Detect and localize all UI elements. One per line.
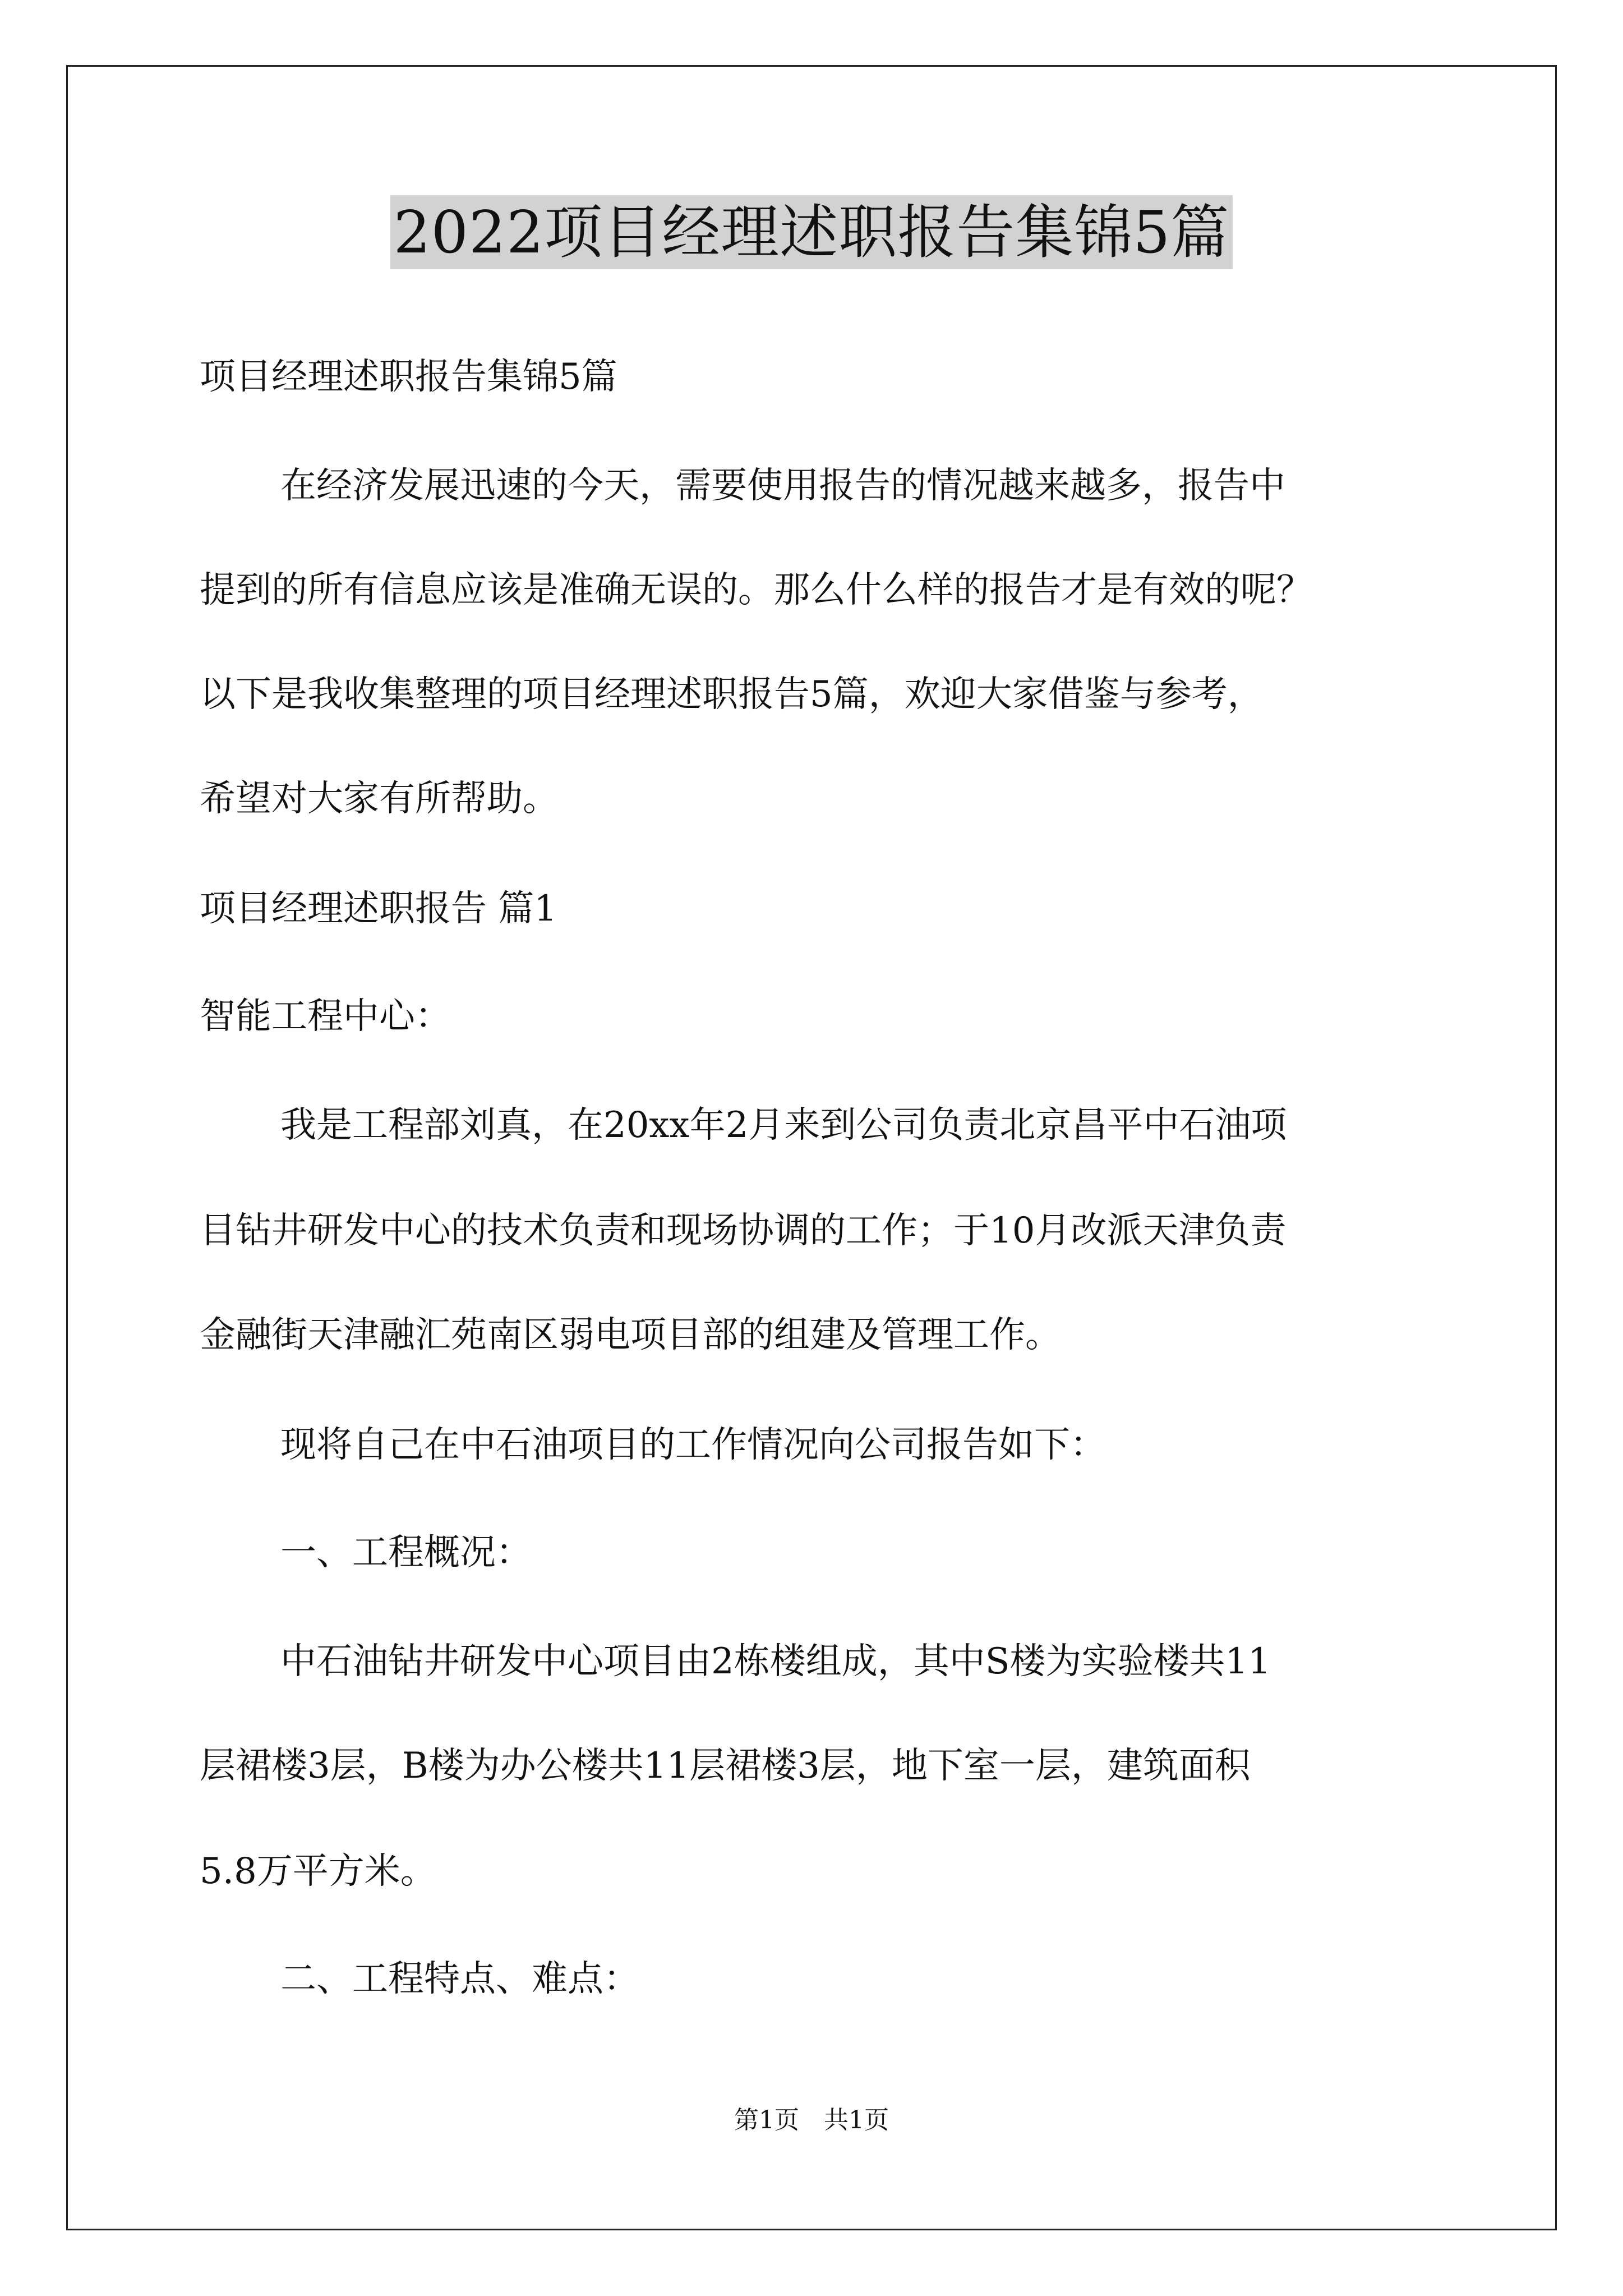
document-title: 2022项目经理述职报告集锦5篇	[390, 195, 1233, 269]
paragraph-line: 以下是我收集整理的项目经理述职报告5篇，欢迎大家借鉴与参考，	[200, 674, 1264, 715]
paragraph-line: 提到的所有信息应该是准确无误的。那么什么样的报告才是有效的呢？	[200, 569, 1312, 611]
paragraph-line: 金融街天津融汇苑南区弱电项目部的组建及管理工作。	[200, 1314, 1061, 1356]
paragraph-line: 我是工程部刘真，在20xx年2月来到公司负责北京昌平中石油项	[280, 1105, 1287, 1146]
paragraph-line: 中石油钻井研发中心项目由2栋楼组成，其中S楼为实验楼共11	[280, 1641, 1271, 1682]
paragraph-line: 目钻井研发中心的技术负责和现场协调的工作；于10月改派天津负责	[200, 1210, 1287, 1251]
paragraph-line: 层裙楼3层，B楼为办公楼共11层裙楼3层，地下室一层，建筑面积	[200, 1745, 1251, 1787]
paragraph-line: 现将自己在中石油项目的工作情况向公司报告如下：	[280, 1424, 1106, 1466]
paragraph-line: 5.8万平方米。	[200, 1851, 436, 1892]
subtitle-line: 项目经理述职报告集锦5篇	[200, 356, 617, 398]
subheading-line: 一、工程概况：	[280, 1532, 532, 1573]
paragraph-line: 在经济发展迅速的今天，需要使用报告的情况越来越多，报告中	[280, 465, 1285, 507]
title-container	[0, 195, 1623, 269]
salutation-line: 智能工程中心：	[200, 996, 451, 1037]
page-footer: 第1页 共1页	[734, 2106, 889, 2134]
section-heading: 项目经理述职报告 篇1	[200, 888, 557, 930]
paragraph-line: 希望对大家有所帮助。	[200, 778, 559, 820]
subheading-line: 二、工程特点、难点：	[280, 1958, 639, 2000]
